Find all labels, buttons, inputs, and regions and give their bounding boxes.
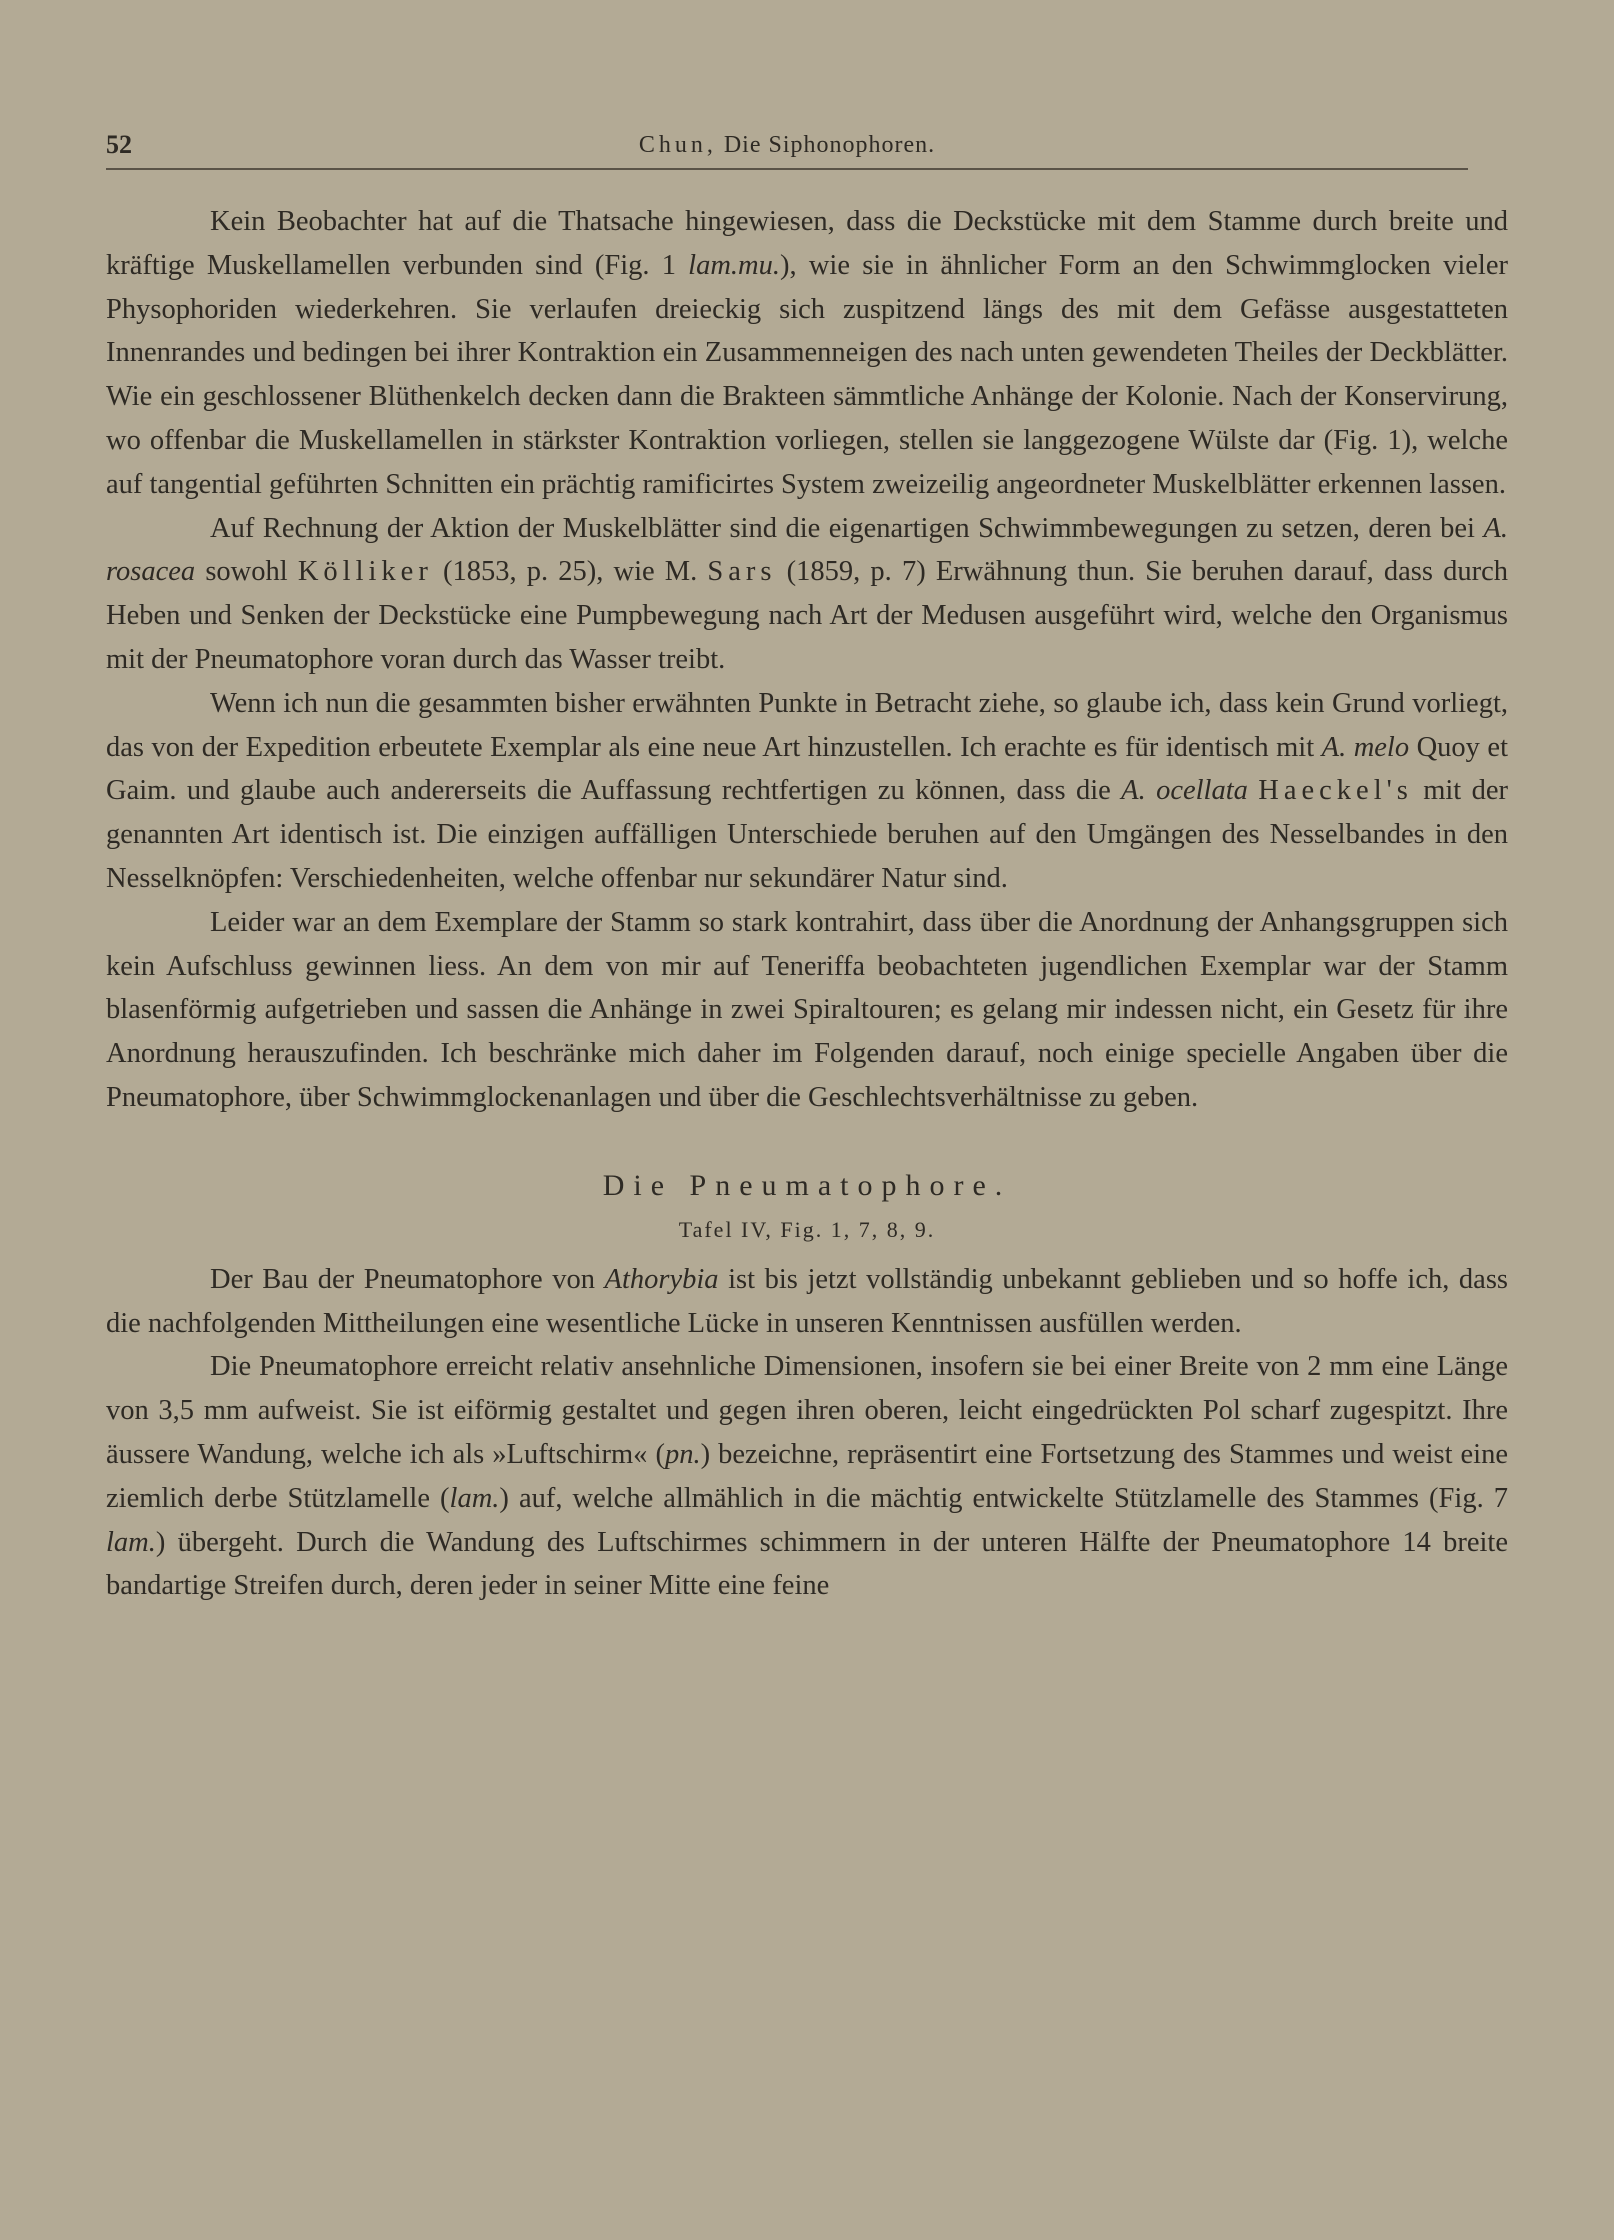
text-run [1248, 775, 1258, 806]
paragraph-5 [106, 1258, 1508, 1346]
text-run: Kein Beobachter hat auf die Thatsache hingewiesen, dass die Deckstücke mit dem Stamme durch breite und kräftige Muskellamellen verbunden sind (Fig. 1 [106, 206, 1508, 281]
text-run: Quoy et Gaim. und glaube auch andererseits die Auffassung rechtfertigen zu können, dass die [106, 731, 1508, 807]
italic-run: pn. [664, 1438, 701, 1470]
italic-run: Athorybia [604, 1263, 719, 1295]
text-run: ) übergeht. Durch die Wandung des Luftschirmes schimmern in der unteren Hälfte der Pneumatophore 14 breite bandartige Streifen durch, deren jeder in seiner Mitte eine feine [106, 1526, 1508, 1602]
spaced-name: Haeckel's [1258, 775, 1413, 807]
page-number: 52 [106, 130, 132, 159]
spaced-name: Kölliker [297, 556, 433, 588]
text-run: Der Bau der Pneumatophore von [210, 1263, 605, 1295]
running-title [106, 132, 1468, 159]
text-run: mit der genannten Art identisch ist. Die einzigen auffälligen Unterschiede beruhen auf den Umgängen des Nesselbandes in den Nesselknöpfen: Verschiedenheiten, welche offenbar nur sekundärer Natur sind. [106, 775, 1508, 894]
text-run: ) bezeichne, repräsentirt eine Fortsetzung des Stammes und weist eine ziemlich derbe Stützlamelle ( [106, 1438, 1508, 1514]
italic-run: A. melo [1321, 731, 1410, 763]
running-title-text: Die Siphonophoren. [723, 132, 936, 158]
running-header [106, 124, 1468, 170]
body-text [106, 200, 1508, 1608]
paragraph-2 [106, 507, 1508, 682]
text-run: sowohl [195, 556, 298, 588]
running-title-author: Chun, [638, 132, 717, 158]
section-heading: Die Pneumatophore. [602, 1168, 1012, 1202]
paragraph-6 [106, 1345, 1508, 1608]
text-run: ), wie sie in ähnlicher Form an den Schwimmglocken vieler Physophoriden wiederkehren. Sie verlaufen dreieckig sich zuspitzend längs des mit dem Gefässe ausgestatteten Innenrandes und bedingen bei ihrer Kontraktion ein Zusammenneigen des nach unten gewendeten Theiles der Deckblätter. Wie ein geschlossener Blüthenkelch decken dann die Brakteen sämmtliche Anhänge der Kolonie. Nach der Konservirung, wo offenbar die Muskellamellen in stärkster Kontraktion vorliegen, stellen sie langgezogene Wülste dar (Fig. 1), welche auf tangential geführten Schnitten ein prächtig ramificirtes System zweizeilig angeordneter Muskelblätter erkennen lassen. [106, 249, 1508, 500]
text-run: Wenn ich nun die gesammten bisher erwähnten Punkte in Betracht ziehe, so glaube ich, dass kein Grund vorliegt, das von der Expedition erbeutete Exemplar als eine neue Art hinzustellen. Ich erachte es für identisch mit [106, 687, 1508, 763]
spaced-name: Sars [707, 556, 777, 588]
italic-run: lam. [106, 1526, 156, 1558]
italic-run: lam.mu. [688, 249, 781, 281]
text-run: (1859, p. 7) Erwähnung thun. Sie beruhen darauf, dass durch Heben und Senken der Deckstücke eine Pumpbewegung nach Art der Medusen ausgeführt wird, welche den Organismus mit der Pneumatophore voran durch das Wasser treibt. [106, 556, 1508, 675]
paragraph-3 [106, 682, 1508, 901]
text-run: Die Pneumatophore erreicht relativ ansehnliche Dimensionen, insofern sie bei einer Breite von 2 mm eine Länge von 3,5 mm aufweist. Sie ist eiförmig gestaltet und gegen ihren oberen, leicht eingedrückten Pol scharf zugespitzt. Ihre äussere Wandung, welche ich als »Luftschirm« ( [106, 1351, 1508, 1470]
text-run: Leider war an dem Exemplare der Stamm so stark kontrahirt, dass über die Anordnung der Anhangsgruppen sich kein Aufschluss gewinnen liess. An dem von mir auf Teneriffa beobachteten jugendlichen Exemplar war der Stamm blasenförmig aufgetrieben und sassen die Anhänge in zwei Spiraltouren; es gelang mir indessen nicht, ein Gesetz für ihre Anordnung herauszufinden. Ich beschränke mich daher im Folgenden darauf, noch einige specielle Angaben über die Pneumatophore, über Schwimmglockenanlagen und über die Geschlechtsverhältnisse zu geben. [106, 906, 1508, 1113]
text-run: ) auf, welche allmählich in die mächtig entwickelte Stützlamelle des Stammes (Fig. 7 [499, 1482, 1508, 1514]
text-run: (1853, p. 25), wie M. [432, 556, 708, 588]
paragraph-1 [106, 200, 1508, 507]
italic-run: lam. [449, 1482, 500, 1514]
italic-run: A. ocellata [1121, 775, 1248, 807]
text-run: ist bis jetzt vollständig unbekannt geblieben und so hoffe ich, dass die nachfolgenden Mittheilungen eine wesentliche Lücke in unseren Kenntnissen ausfüllen werden. [106, 1263, 1508, 1339]
section-subheading: Tafel IV, Fig. 1, 7, 8, 9. [678, 1216, 936, 1242]
text-run: Auf Rechnung der Aktion der Muskelblätter sind die eigenartigen Schwimmbewegungen zu setzen, deren bei [210, 512, 1484, 544]
italic-run: A. rosacea [106, 512, 1508, 588]
paragraph-4 [106, 901, 1508, 1120]
